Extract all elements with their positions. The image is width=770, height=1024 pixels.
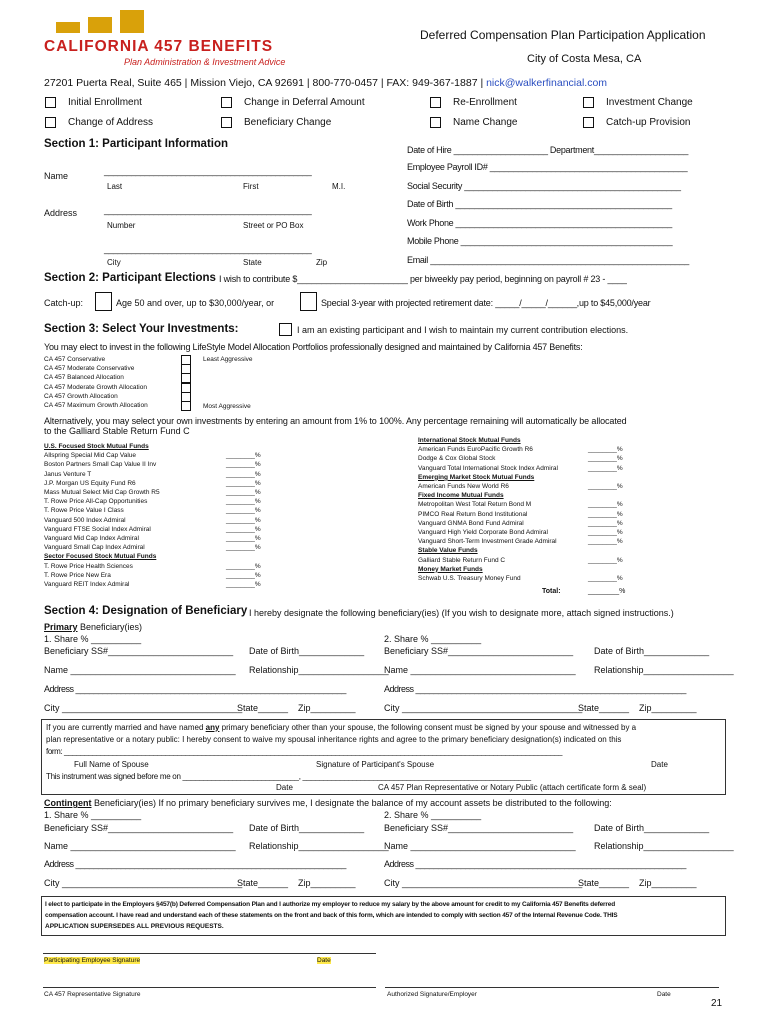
logo-block-3 [120, 10, 144, 33]
contingent-heading [44, 798, 612, 808]
fund-percent-field[interactable]: ________% [588, 501, 623, 509]
contingent-1-share[interactable]: 1. Share % __________ [44, 810, 142, 820]
fund-name: Mass Mutual Select Mid Cap Growth R5 [44, 489, 160, 496]
participant-signature-label: Participating Employee Signature [44, 957, 141, 964]
primary-rest: Beneficiary(ies) [77, 622, 143, 632]
fund-name: PIMCO Real Return Bond Institutional [418, 510, 528, 518]
contingent-rest: Beneficiary(ies) If no primary beneficiary survives me, I designate the balance of my account assets be distributed to the following: [91, 798, 612, 808]
alternative-text-1: Alternatively, you may select your own investments by entering an amount from 1% to 100%. Any percentage remaining will automatically be allocated [44, 416, 627, 426]
employer-signature-line[interactable] [385, 987, 719, 988]
total-percent-field[interactable]: ________% [588, 588, 626, 595]
section4-intro: I hereby designate the following beneficiary(ies) (If you wish to designate more, attach signed instructions.) [249, 608, 674, 618]
logo-block-2 [88, 17, 112, 33]
form-title: Deferred Compensation Plan Participation Application [420, 28, 706, 42]
fund-name: Vanguard REIT Index Admiral [44, 581, 130, 588]
payroll-id-field[interactable]: Employee Payroll ID# __________________________________________ [407, 162, 688, 172]
date-of-hire-field[interactable]: Date of Hire ____________________ Department____________________ [407, 145, 689, 155]
spouse-date-label: Date [651, 760, 668, 769]
beneficiary-change-label: Beneficiary Change [244, 117, 332, 128]
existing-participant-checkbox[interactable] [279, 323, 292, 336]
rep-signature-line[interactable] [43, 987, 376, 988]
logo-block-1 [56, 22, 80, 33]
fund-percent-field[interactable]: ________% [226, 581, 261, 588]
work-phone-field[interactable]: Work Phone ______________________________________________ [407, 218, 673, 228]
state-label: State [243, 258, 262, 267]
primary-1-zip[interactable]: Zip_________ [298, 703, 356, 713]
primary-1-dob[interactable]: Date of Birth_____________ [249, 646, 365, 656]
change-deferral-checkbox[interactable] [221, 97, 232, 108]
investment-change-checkbox[interactable] [583, 97, 594, 108]
primary-1-city[interactable]: City ____________________________________ [44, 703, 243, 713]
portfolio-label: CA 457 Conservative [44, 356, 106, 363]
ssn-field[interactable]: Social Security ______________________________________________ [407, 181, 681, 191]
fund-name: T. Rowe Price Value I Class [44, 507, 124, 515]
election-text-2: compensation account. I have read and understand each of these statements on the front and back of this form, which are intended to comply with section 457 of the Internal Revenue Code. THIS [45, 912, 618, 919]
fund-category-heading: Emerging Market Stock Mutual Funds [418, 473, 535, 481]
primary-heading [44, 622, 142, 632]
fund-percent-field[interactable]: ________% [588, 455, 623, 463]
catchup-label: Catch-up: [44, 298, 84, 308]
fund-percent-field[interactable]: ________% [226, 571, 261, 579]
primary-label: Primary [44, 622, 78, 632]
consent-text-1a: If you are currently married and have named [46, 723, 206, 732]
contingent-1-zip[interactable]: Zip_________ [298, 878, 356, 888]
fund-name: T. Rowe Price Health Sciences [44, 562, 133, 570]
fund-name: Vanguard High Yield Corporate Bond Admiral [418, 529, 548, 536]
fund-name: Vanguard GNMA Bond Fund Admiral [418, 519, 524, 527]
portfolio-label: CA 457 Maximum Growth Allocation [44, 402, 148, 409]
contingent-1-name[interactable]: Name _________________________________ [44, 841, 236, 851]
consent-text-1 [46, 723, 636, 732]
name-label: Name [44, 171, 69, 181]
fund-name: Schwab U.S. Treasury Money Fund [418, 575, 521, 582]
fund-name: T. Rowe Price New Era [44, 571, 111, 579]
contingent-2-name[interactable]: Name _________________________________ [384, 841, 576, 851]
fund-name: J.P. Morgan US Equity Fund R6 [44, 479, 136, 487]
special-3year-label: Special 3-year with projected retirement date: _____/_____/______,up to $45,000/year [321, 298, 651, 308]
investment-change-label: Investment Change [606, 97, 693, 108]
fund-percent-field[interactable]: ________% [226, 525, 261, 533]
fund-percent-field[interactable]: ________% [226, 498, 261, 506]
fund-category-heading: Sector Focused Stock Mutual Funds [44, 553, 157, 561]
contingent-2-zip[interactable]: Zip_________ [639, 878, 697, 888]
city-input-line[interactable]: ______________________________________________ [104, 244, 312, 254]
special-3year-checkbox[interactable] [300, 292, 317, 311]
primary-1-state[interactable]: State______ [237, 703, 289, 713]
fund-percent-field[interactable]: ________% [226, 479, 261, 487]
contingent-2-address[interactable]: Address ____________________________________________________________ [384, 859, 686, 869]
street-label: Street or PO Box [243, 221, 304, 230]
participant-date-label: Date [317, 957, 331, 964]
primary-2-name[interactable]: Name _________________________________ [384, 665, 576, 675]
employer-signature-label: Authorized Signature/Employer [387, 991, 477, 998]
catchup-provision-label: Catch-up Provision [606, 117, 691, 128]
consent-text-1b: primary beneficiary other than your spouse, the following consent must be signed by your spouse and witnessed by a [219, 723, 637, 732]
contingent-1-dob[interactable]: Date of Birth_____________ [249, 823, 365, 833]
participant-signature-line[interactable] [43, 953, 376, 954]
initial-enrollment-label: Initial Enrollment [68, 97, 142, 108]
contingent-2-city[interactable]: City ____________________________________ [384, 878, 583, 888]
election-text-1: I elect to participate in the Employers §457(b) Deferred Compensation Plan and I authorize my employer to reduce my salary by the above amount for credit to my California 457 Benefits deferred [45, 901, 616, 908]
notary-label: CA 457 Plan Representative or Notary Public (attach certificate form & seal) [378, 783, 647, 792]
primary-1-address[interactable]: Address ____________________________________________________________ [44, 684, 346, 694]
fund-percent-field[interactable]: ________% [588, 446, 623, 454]
contingent-2-ssn[interactable]: Beneficiary SS#_________________________ [384, 823, 574, 833]
contingent-1-ssn[interactable]: Beneficiary SS#_________________________ [44, 823, 234, 833]
fund-name: T. Rowe Price All-Cap Opportunities [44, 498, 148, 506]
fund-name: Vanguard Total International Stock Index Admiral [418, 464, 558, 472]
fund-name: Galliard Stable Return Fund C [418, 556, 506, 564]
fund-category-heading: U.S. Focused Stock Mutual Funds [44, 443, 149, 450]
fund-percent-field[interactable]: ________% [588, 464, 623, 472]
fund-name: Metropolitan West Total Return Bond M [418, 501, 532, 509]
contingent-2-state[interactable]: State______ [578, 878, 630, 888]
fund-name: Janus Venture T [44, 470, 92, 478]
consent-signature-line[interactable]: form: ___________________________________________________________________________________________________________________________ [46, 747, 563, 756]
fund-name: American Funds EuroPacific Growth R6 [418, 446, 533, 454]
fund-name: Dodge & Cox Global Stock [418, 455, 496, 463]
primary-2-zip[interactable]: Zip_________ [639, 703, 697, 713]
fund-percent-field[interactable]: ________% [226, 452, 261, 460]
primary-2-share[interactable]: 2. Share % __________ [384, 634, 482, 644]
fund-percent-field[interactable]: ________% [588, 556, 623, 564]
primary-1-relationship[interactable]: Relationship__________________ [249, 665, 389, 675]
age50-checkbox[interactable] [95, 292, 112, 311]
fund-percent-field[interactable]: ________% [588, 529, 623, 536]
section2-title: Section 2: Participant Elections [44, 272, 216, 284]
dob-field[interactable]: Date of Birth ______________________________________________ [407, 199, 672, 209]
fund-category-heading: Fixed Income Mutual Funds [418, 492, 504, 500]
name-change-label: Name Change [453, 117, 518, 128]
mi-label: M.I. [332, 182, 346, 191]
email-field[interactable]: Email _______________________________________________________ [407, 255, 690, 265]
fund-percent-field[interactable]: ________% [226, 461, 261, 469]
fund-name: Vanguard FTSE Social Index Admiral [44, 525, 151, 533]
initial-enrollment-checkbox[interactable] [45, 97, 56, 108]
address-label: Address [44, 208, 78, 218]
portfolio-intro: You may elect to invest in the following LifeStyle Model Allocation Portfolios professionally designed and maintained by California 457 Benefits: [44, 342, 583, 352]
primary-2-dob[interactable]: Date of Birth_____________ [594, 646, 710, 656]
fund-name: American Funds New World R6 [418, 483, 509, 490]
primary-2-state[interactable]: State______ [578, 703, 630, 713]
total-label: Total: [542, 588, 561, 595]
contingent-1-relationship[interactable]: Relationship__________________ [249, 841, 389, 851]
last-label: Last [107, 182, 123, 191]
contingent-2-relationship[interactable]: Relationship__________________ [594, 841, 734, 851]
fund-percent-field[interactable]: ________% [226, 516, 261, 524]
fund-percent-field[interactable]: ________% [588, 538, 623, 546]
contingent-label: Contingent [44, 798, 92, 808]
reenrollment-label: Re-Enrollment [453, 97, 517, 108]
primary-2-city[interactable]: City ____________________________________ [384, 703, 583, 713]
fund-name: Vanguard 500 Index Admiral [44, 516, 126, 524]
contingent-1-state[interactable]: State______ [237, 878, 289, 888]
contribution-field[interactable]: I wish to contribute $_______________________ per biweekly pay period, beginning on payroll # 23 - ____ [219, 274, 627, 284]
fund-percent-field[interactable]: ________% [226, 489, 261, 496]
signed-before-field[interactable]: This instrument was signed before me on ____________________________, _______________________________________________________ [46, 772, 531, 781]
existing-participant-label: I am an existing participant and I wish to maintain my current contribution elections. [297, 325, 629, 335]
section4-title: Section 4: Designation of Beneficiary [44, 605, 248, 617]
city-label: City [107, 258, 121, 267]
fund-category-heading: Stable Value Funds [418, 547, 478, 555]
fund-percent-field[interactable]: ________% [588, 510, 623, 518]
fund-name: Vanguard Short-Term Investment Grade Admiral [418, 538, 557, 546]
spouse-signature-label: Signature of Participant's Spouse [316, 760, 435, 769]
fund-name: Vanguard Small Cap Index Admiral [44, 544, 145, 552]
fund-name: Allspring Special Mid Cap Value [44, 452, 137, 460]
fund-percent-field[interactable]: ________% [226, 470, 261, 478]
fund-name: Boston Partners Small Cap Value II Inv [44, 461, 157, 469]
catchup-provision-checkbox[interactable] [583, 117, 594, 128]
form-city: City of Costa Mesa, CA [527, 53, 642, 65]
fund-name: Vanguard Mid Cap Index Admiral [44, 535, 139, 542]
fund-percent-field[interactable]: ________% [588, 519, 623, 527]
number-label: Number [107, 221, 136, 230]
contingent-1-address[interactable]: Address ____________________________________________________________ [44, 859, 346, 869]
change-deferral-label: Change in Deferral Amount [244, 97, 365, 108]
primary-2-address[interactable]: Address ____________________________________________________________ [384, 684, 686, 694]
portfolio-label: CA 457 Moderate Growth Allocation [44, 383, 147, 391]
portfolio-checkbox[interactable] [181, 401, 191, 411]
section3-title: Section 3: Select Your Investments: [44, 323, 239, 335]
fund-category-heading: Money Market Funds [418, 565, 483, 573]
notary-date-label: Date [276, 783, 293, 792]
age50-label: Age 50 and over, up to $30,000/year, or [116, 298, 275, 308]
fund-percent-field[interactable]: ________% [226, 507, 261, 515]
name-change-checkbox[interactable] [430, 117, 441, 128]
primary-1-name[interactable]: Name _________________________________ [44, 665, 236, 675]
name-input-line[interactable]: ______________________________________________ [104, 166, 312, 176]
fund-percent-field[interactable]: ________% [588, 575, 623, 582]
logo-tagline: Plan Administration & Investment Advice [124, 57, 286, 67]
section1-title: Section 1: Participant Information [44, 138, 229, 150]
contact-line [44, 77, 607, 89]
mobile-phone-field[interactable]: Mobile Phone _____________________________________________ [407, 236, 673, 246]
portfolio-label: CA 457 Balanced Allocation [44, 374, 124, 382]
page-number: 21 [711, 998, 723, 1009]
contingent-1-city[interactable]: City ____________________________________ [44, 878, 243, 888]
least-aggressive-label: Least Aggressive [203, 356, 253, 363]
fund-percent-field[interactable]: ________% [226, 562, 261, 570]
logo-name: CALIFORNIA 457 BENEFITS [44, 38, 274, 55]
contingent-2-share[interactable]: 2. Share % __________ [384, 810, 482, 820]
reenrollment-checkbox[interactable] [430, 97, 441, 108]
primary-1-ssn[interactable]: Beneficiary SS#_________________________ [44, 646, 234, 656]
employer-date-label: Date [657, 991, 671, 998]
consent-any: any [205, 723, 220, 732]
alternative-text-2: to the Galliard Stable Return Fund C [44, 426, 190, 436]
fund-percent-field[interactable]: ________% [226, 535, 261, 542]
consent-text-2: plan representative or a notary public: I hereby consent to waive my spousal inheritance rights and agree to the primary beneficiary designation(s) indicated on this [46, 735, 622, 744]
election-text-3: APPLICATION SUPERSEDES ALL PREVIOUS REQUESTS. [45, 923, 224, 930]
change-address-label: Change of Address [68, 117, 154, 128]
rep-signature-label: CA 457 Representative Signature [44, 991, 141, 998]
change-address-checkbox[interactable] [45, 117, 56, 128]
contingent-2-dob[interactable]: Date of Birth_____________ [594, 823, 710, 833]
beneficiary-change-checkbox[interactable] [221, 117, 232, 128]
contact-email-link[interactable]: nick@walkerfinancial.com [486, 77, 608, 89]
most-aggressive-label: Most Aggressive [203, 403, 251, 410]
address-input-line[interactable]: ______________________________________________ [104, 205, 312, 215]
fund-percent-field[interactable]: ________% [588, 483, 623, 490]
primary-2-relationship[interactable]: Relationship__________________ [594, 665, 734, 675]
fund-percent-field[interactable]: ________% [226, 544, 261, 552]
full-name-spouse-label: Full Name of Spouse [74, 760, 149, 769]
first-label: First [243, 182, 259, 191]
primary-2-ssn[interactable]: Beneficiary SS#_________________________ [384, 646, 574, 656]
zip-label: Zip [316, 258, 328, 267]
primary-1-share[interactable]: 1. Share % __________ [44, 634, 142, 644]
portfolio-label: CA 457 Growth Allocation [44, 392, 118, 400]
contact-address: 27201 Puerta Real, Suite 465 | Mission Viejo, CA 92691 | 800-770-0457 | FAX: 949-367-1887 | [44, 77, 487, 89]
fund-category-heading: International Stock Mutual Funds [418, 437, 521, 444]
portfolio-label: CA 457 Moderate Conservative [44, 365, 135, 373]
